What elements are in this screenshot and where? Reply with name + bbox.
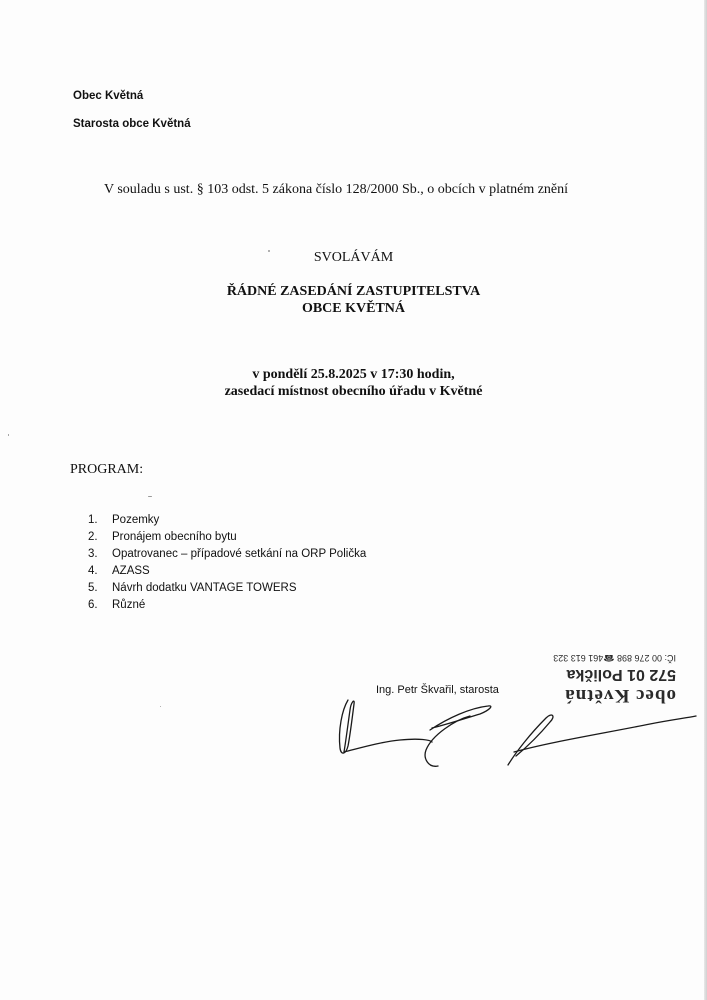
program-item: [88, 580, 366, 597]
program-item-number: 2.: [88, 531, 98, 543]
issuer-role: Starosta obce Květná: [73, 118, 191, 130]
program-item-label: Pozemky: [112, 514, 160, 526]
session-title: [0, 283, 707, 317]
legal-basis-text: V souladu s ust. § 103 odst. 5 zákona číslo 128/2000 Sb., o obcích v platném znění: [104, 182, 569, 197]
program-item: [88, 597, 366, 614]
program-item-label: Opatrovanec – případové setkání na ORP Polička: [112, 548, 367, 560]
stamp-line-1: obec Květná: [564, 685, 676, 706]
scan-speck: [8, 434, 9, 436]
session-place-line: zasedací místnost obecního úřadu v Květné: [224, 384, 483, 399]
program-item-number: 3.: [88, 548, 98, 560]
program-item-label: Pronájem obecního bytu: [112, 531, 237, 543]
scan-speck: [160, 706, 161, 707]
stamp-line-2: 572 01 Polička: [566, 666, 676, 683]
program-item: [88, 529, 366, 546]
program-heading: PROGRAM:: [70, 462, 144, 477]
session-date-line: v pondělí 25.8.2025 v 17:30 hodin,: [252, 367, 455, 382]
program-item-label: Návrh dodatku VANTAGE TOWERS: [112, 582, 297, 594]
session-title-line-2: OBCE KVĚTNÁ: [301, 301, 406, 316]
program-item-label: AZASS: [112, 565, 150, 577]
program-item: [88, 563, 366, 580]
handwritten-signature: [320, 690, 700, 780]
program-item-number: 5.: [88, 582, 98, 594]
program-item-number: 6.: [88, 599, 98, 611]
program-item: [88, 546, 366, 563]
program-item-number: 4.: [88, 565, 98, 577]
session-date-place: [0, 366, 707, 400]
issuer-name: Obec Květná: [73, 90, 144, 102]
stamp-line-3: IČ: 00 276 898 ☎461 613 323: [553, 653, 676, 663]
signer-name: Ing. Petr Škvařil, starosta: [376, 684, 499, 696]
program-list: [88, 512, 366, 614]
program-item-label: Různé: [112, 599, 146, 611]
program-item: [88, 512, 366, 529]
program-item-number: 1.: [88, 514, 98, 526]
scan-speck: [268, 250, 270, 252]
scan-speck: [148, 496, 152, 497]
convene-heading: SVOLÁVÁM: [313, 250, 394, 265]
session-title-line-1: ŘÁDNÉ ZASEDÁNÍ ZASTUPITELSTVA: [226, 284, 481, 299]
